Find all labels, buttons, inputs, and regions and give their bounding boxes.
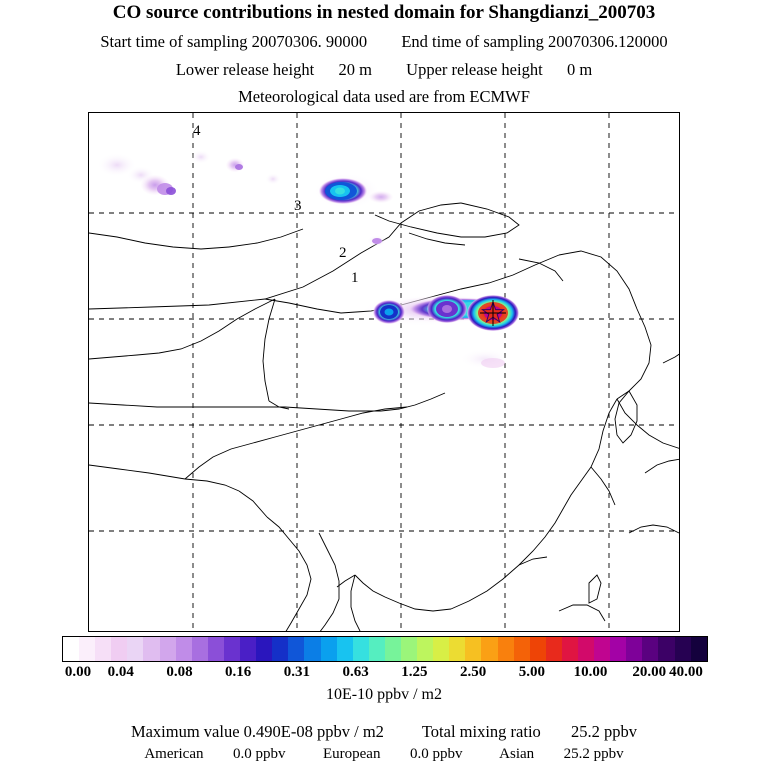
colorbar-swatch xyxy=(642,637,658,661)
colorbar-swatch xyxy=(691,637,707,661)
colorbar-swatch xyxy=(546,637,562,661)
colorbar-swatch xyxy=(530,637,546,661)
map-panel xyxy=(88,112,680,632)
colorbar-swatch xyxy=(594,637,610,661)
colorbar-tick: 0.00 xyxy=(64,664,92,680)
colorbar-tick: 0.31 xyxy=(283,664,311,680)
colorbar-tick-labels xyxy=(0,664,768,682)
colorbar-swatch xyxy=(498,637,514,661)
sampling-time-line xyxy=(0,32,768,52)
colorbar-tick: 10.00 xyxy=(573,664,608,680)
map-label-2: 2 xyxy=(339,245,347,261)
colorbar-swatch xyxy=(321,637,337,661)
colorbar-swatch xyxy=(288,637,304,661)
colorbar-swatch xyxy=(481,637,497,661)
start-time-value: 20070306. 90000 xyxy=(251,32,368,51)
colorbar-swatch xyxy=(63,637,79,661)
total-mixing-ratio-value: 25.2 ppbv xyxy=(571,722,638,741)
end-time-value: 20070306.120000 xyxy=(548,32,668,51)
colorbar-swatch xyxy=(127,637,143,661)
met-data-line: Meteorological data used are from ECMWF xyxy=(238,87,530,106)
colorbar-swatch xyxy=(111,637,127,661)
colorbar-tick: 0.04 xyxy=(107,664,134,680)
colorbar-swatch xyxy=(675,637,691,661)
colorbar-swatch xyxy=(224,637,240,661)
max-value-value: 0.490E-08 ppbv / m2 xyxy=(243,722,384,741)
colorbar-swatch xyxy=(562,637,578,661)
upper-release-height-label: Upper release height xyxy=(406,60,543,79)
colorbar-swatch xyxy=(240,637,256,661)
colorbar-swatch xyxy=(272,637,288,661)
colorbar-swatch xyxy=(369,637,385,661)
colorbar-swatch xyxy=(95,637,111,661)
colorbar-swatch xyxy=(176,637,192,661)
map-canvas xyxy=(89,113,680,632)
colorbar-swatch xyxy=(192,637,208,661)
colorbar-swatch xyxy=(658,637,674,661)
upper-release-height-value: 0 m xyxy=(566,60,593,79)
map-label-3: 3 xyxy=(294,198,302,214)
colorbar-swatch xyxy=(465,637,481,661)
page-title: CO source contributions in nested domain for Shangdianzi_200703 xyxy=(112,2,656,23)
colorbar-tick: 0.16 xyxy=(225,664,252,680)
colorbar-tick: 2.50 xyxy=(459,664,487,680)
colorbar-swatch xyxy=(79,637,95,661)
colorbar-tick: 5.00 xyxy=(518,664,545,680)
plume-layer xyxy=(97,150,519,369)
end-time-label: End time of sampling xyxy=(401,32,544,51)
asian-label: Asian xyxy=(499,746,535,762)
colorbar-swatch xyxy=(514,637,530,661)
grid-layer xyxy=(89,113,680,632)
american-value: 0.0 ppbv xyxy=(232,746,286,762)
contribution-line xyxy=(0,746,768,763)
lower-release-height-label: Lower release height xyxy=(175,60,315,79)
start-time-label: Start time of sampling xyxy=(100,32,248,51)
european-label: European xyxy=(322,746,381,762)
total-mixing-ratio-label: Total mixing ratio xyxy=(421,722,541,741)
coastline-layer xyxy=(89,203,680,632)
colorbar-swatch xyxy=(160,637,176,661)
colorbar-swatch xyxy=(385,637,401,661)
colorbar-tick: 0.08 xyxy=(166,664,193,680)
colorbar-swatch xyxy=(143,637,159,661)
lower-release-height-value: 20 m xyxy=(338,60,372,79)
colorbar-swatch xyxy=(610,637,626,661)
release-height-line xyxy=(0,60,768,80)
colorbar-tick: 0.63 xyxy=(342,664,369,680)
european-value: 0.0 ppbv xyxy=(409,746,463,762)
colorbar-swatch xyxy=(304,637,320,661)
colorbar-swatch xyxy=(256,637,272,661)
colorbar-tick: 20.00 xyxy=(632,664,667,680)
colorbar-unit-label: 10E-10 ppbv / m2 xyxy=(326,686,442,703)
max-value-label: Maximum value xyxy=(130,722,240,741)
asian-value: 25.2 ppbv xyxy=(563,746,624,762)
colorbar-swatch xyxy=(208,637,224,661)
colorbar-swatch xyxy=(337,637,353,661)
colorbar-swatch xyxy=(417,637,433,661)
colorbar-swatch xyxy=(353,637,369,661)
colorbar-tick: 40.00 xyxy=(669,664,703,680)
american-label: American xyxy=(144,746,204,762)
colorbar-swatch xyxy=(626,637,642,661)
colorbar-swatch xyxy=(433,637,449,661)
colorbar-swatch xyxy=(449,637,465,661)
summary-line xyxy=(0,722,768,742)
colorbar-swatch xyxy=(401,637,417,661)
colorbar xyxy=(62,636,708,662)
colorbar-tick: 1.25 xyxy=(401,664,428,680)
colorbar-swatch xyxy=(578,637,594,661)
map-label-1: 1 xyxy=(351,270,359,286)
map-label-4: 4 xyxy=(193,123,201,139)
